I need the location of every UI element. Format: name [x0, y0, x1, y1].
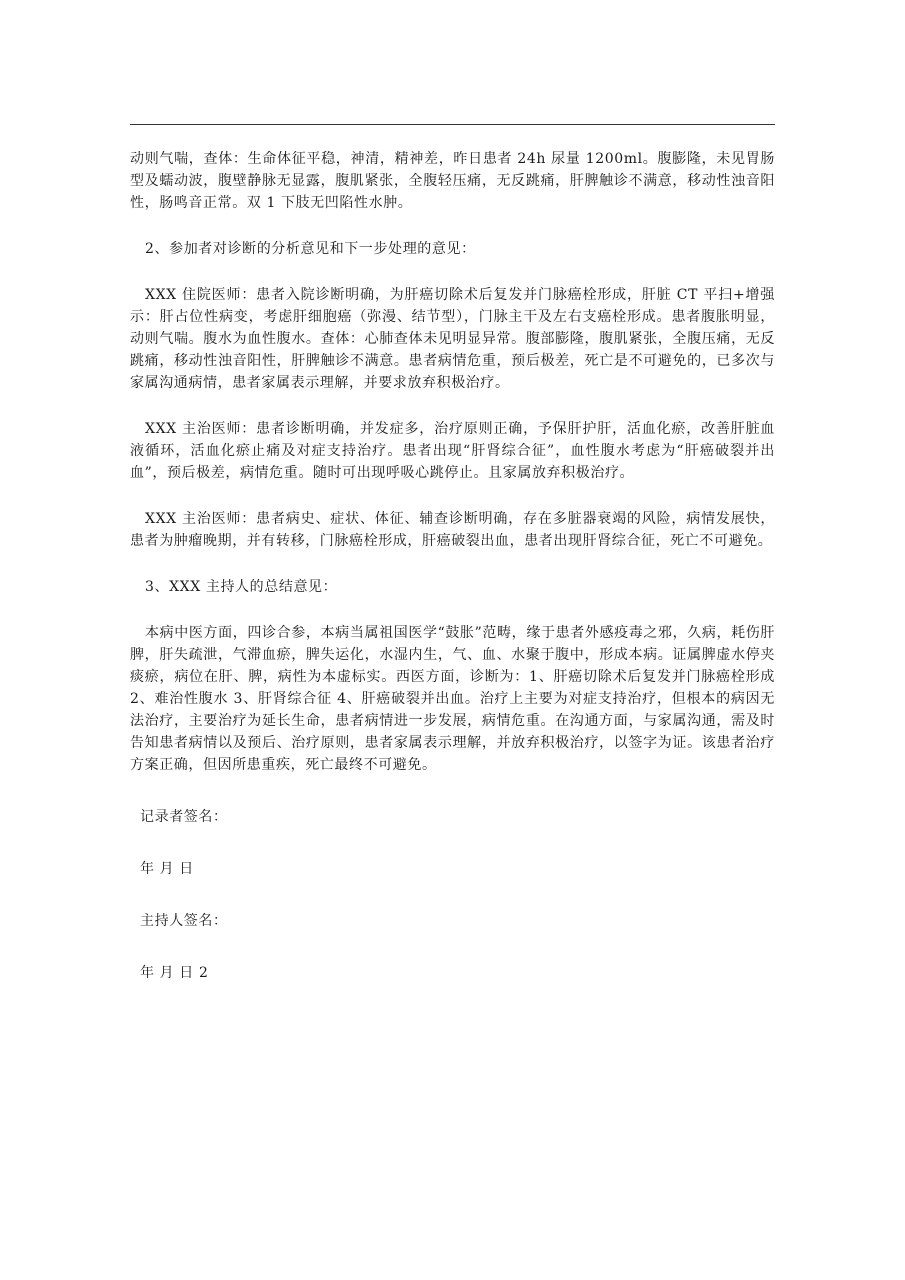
recorder-signature-label: 记录者签名：: [140, 809, 228, 825]
attending-opinion-paragraph-2: XXX 主治医师：患者病史、症状、体征、辅查诊断明确，存在多脏器衰竭的风险，病情发展快，患者为肿瘤晚期，并有转移，门脉癌栓形成，肝癌破裂出血，患者出现肝肾综合征，死亡不可避免。: [130, 511, 775, 549]
section-3-heading: 3、XXX 主持人的总结意见：: [145, 579, 338, 595]
attending-opinion-paragraph-1: XXX 主治医师：患者诊断明确，并发症多，治疗原则正确，予保肝护肝，活血化瘀，改善肝脏血液循环，活血化瘀止痛及对症支持治疗。患者出现“肝肾综合征”，血性腹水考虑为“肝癌破裂并出血”，预后极差，病情危重。随时可出现呼吸心跳停止。且家属放弃积极治疗。: [130, 421, 775, 481]
resident-opinion-paragraph: XXX 住院医师：患者入院诊断明确，为肝癌切除术后复发并门脉癌栓形成，肝脏 CT 平扫+增强示：肝占位性病变，考虑肝细胞癌（弥漫、结节型），门脉主干及左右支癌栓形成。患者腹胀明显，动则气喘。腹水为血性腹水。查体：心肺查体未见明显异常。腹部膨隆，腹肌紧张，全腹压痛，无反跳痛，移动性浊音阳性，肝脾触诊不满意。患者病情危重，预后极差，死亡是不可避免的，已多次与家属沟通病情，患者家属表示理解，并要求放弃积极治疗。: [130, 287, 775, 391]
host-signature-label: 主持人签名：: [140, 913, 228, 929]
summary-paragraph: 本病中医方面，四诊合参，本病当属祖国医学“鼓胀”范畴，缘于患者外感疫毒之邪，久病，耗伤肝脾，肝失疏泄，气滞血瘀，脾失运化，水湿内生，气、血、水聚于腹中，形成本病。证属脾虚水停夹痰瘀，病位在肝、脾，病性为本虚标实。西医方面，诊断为：1、肝癌切除术后复发并门脉癌栓形成 2、难治性腹水 3、肝肾综合征 4、肝癌破裂并出血。治疗上主要为对症支持治疗，但根本的病因无法治疗，主要治疗为延长生命，患者病情进一步发展，病情危重。在沟通方面，与家属沟通，需及时告知患者病情以及预后、治疗原则，患者家属表示理解，并放弃积极治疗，以签字为证。该患者治疗方案正确，但因所患重疾，死亡最终不可避免。: [130, 625, 775, 773]
exam-findings-paragraph: 动则气喘，查体：生命体征平稳，神清，精神差，昨日患者 24h 尿量 1200ml。腹膨隆，未见胃肠型及蠕动波，腹壁静脉无显露，腹肌紧张，全腹轻压痛，无反跳痛，肝脾触诊不满意，移动性浊音阳性，肠鸣音正常。双 1 下肢无凹陷性水肿。: [130, 151, 775, 211]
section-2-heading: 2、参加者对诊断的分析意见和下一步处理的意见：: [145, 241, 476, 257]
host-signature-date: 年 月 日 2: [140, 965, 209, 981]
recorder-signature-date: 年 月 日: [140, 861, 194, 877]
document-body: [130, 148, 775, 984]
header-rule: [130, 124, 775, 125]
